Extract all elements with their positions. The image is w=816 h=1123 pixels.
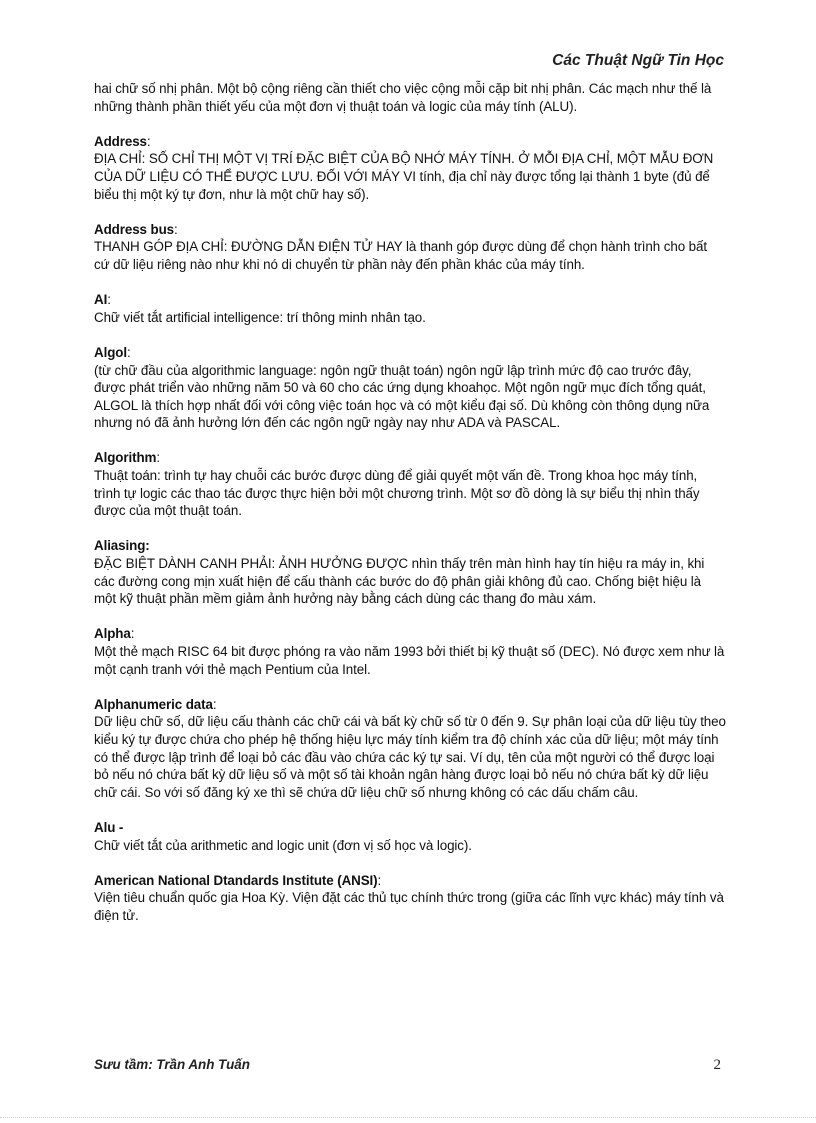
entry-term: Aliasing: <box>94 538 150 554</box>
entry-term: Address bus <box>94 221 175 237</box>
entry-term: Alphanumeric data <box>94 696 213 712</box>
entry-term: Algol <box>94 344 127 360</box>
entry-term-suffix: : <box>126 344 131 360</box>
glossary-entry <box>94 133 726 203</box>
page-number: 2 <box>713 1057 721 1073</box>
entry-term: AI <box>94 292 108 308</box>
intro-text: hai chữ số nhị phân. Một bộ cộng riêng cần thiết cho việc cộng mỗi cặp bit nhị phân. Các mạch như thế là những thành phần thiết yếu của một đơn vị thuật toán và logic của máy tính (ALU). <box>94 81 712 114</box>
entry-term-suffix: : <box>146 133 151 149</box>
entry-definition: Chữ viết tắt của arithmetic and logic unit (đơn vị số học và logic). <box>94 837 472 853</box>
page-bottom-divider <box>0 1117 816 1118</box>
entry-term: Alpha <box>94 626 131 642</box>
entry-term-suffix: : <box>212 696 217 712</box>
entry-term: Alu - <box>94 819 124 835</box>
entry-definition: ĐỊA CHỈ: SỐ CHỈ THỊ MỘT VỊ TRÍ ĐẶC BIỆT CỦA BỘ NHỚ MÁY TÍNH. Ở MỖI ĐỊA CHỈ, MỘT MẪU ĐƠN CỦA DỮ LIỆU CÓ THỂ ĐƯỢC LƯU. ĐỐI VỚI MÁY VI tính, địa chỉ này được tổng lại thành 1 byte (đủ để biểu thị một ký tự đơn, như là một chữ hay số). <box>94 151 714 202</box>
entry-definition: THANH GÓP ĐỊA CHỈ: ĐƯỜNG DẪN ĐIỆN TỬ HAY là thanh góp được dùng để chọn hành trình cho bất cứ dữ liệu riêng nào như khi nó di chuyển từ phần này đến phần khác của máy tính. <box>94 239 707 272</box>
entry-term-suffix: : <box>174 221 178 237</box>
entry-term-suffix: : <box>107 292 111 308</box>
entry-definition: Dữ liệu chữ số, dữ liệu cấu thành các chữ cái và bất kỳ chữ số từ 0 đến 9. Sự phân loại của dữ liệu tùy theo kiểu ký tự được chứa cho phép hệ thống hiệu lực máy tính kiểm tra độ chính xác của dữ liệu; một máy tính có thể được lập trình để loại bỏ các đầu vào chứa các ký tự sai. Ví dụ, tên của một người có thể được loại bỏ nếu nó chứa bất kỳ dữ liệu số và một số tài khoản ngân hàng được loại bỏ nếu nó chứa bất kỳ dữ liệu chữ cái. So với số đăng ký xe thì sẽ chứa dữ liệu chữ số nhưng không có các dấu chấm câu. <box>94 714 726 800</box>
entry-definition: Chữ viết tắt artificial intelligence: trí thông minh nhân tạo. <box>94 309 426 325</box>
entry-definition: Viện tiêu chuẩn quốc gia Hoa Kỳ. Viện đặt các thủ tục chính thức trong (giữa các lĩnh vực khác) máy tính và điện tử. <box>94 890 724 923</box>
page-header-title: Các Thuật Ngữ Tin Học <box>552 52 724 69</box>
entry-term: Address <box>94 133 147 149</box>
glossary-entry <box>94 696 726 802</box>
entry-term-suffix: : <box>130 626 135 642</box>
entry-definition: Một thẻ mạch RISC 64 bit được phóng ra vào năm 1993 bởi thiết bị kỹ thuật số (DEC). Nó được xem như là một cạnh tranh với thẻ mạch Pentium của Intel. <box>94 644 725 677</box>
glossary-content <box>94 80 726 942</box>
glossary-entry <box>94 344 726 432</box>
entry-definition: ĐẶC BIỆT DÀNH CANH PHẢI: ẢNH HƯỞNG ĐƯỢC nhìn thấy trên màn hình hay tín hiệu ra máy in, khi các đường cong mịn xuất hiện để cấu thành các bước do độ phân giải không đủ cao. Chống biệt hiệu là một kỹ thuật phần mềm giảm ảnh hưởng này bằng cách dùng các thang đo màu xám. <box>94 556 705 607</box>
entry-term: American National Dtandards Institute (ANSI) <box>94 872 378 888</box>
entry-term-suffix: : <box>377 872 382 888</box>
glossary-entry <box>94 291 726 326</box>
glossary-entry <box>94 221 726 274</box>
glossary-entry <box>94 537 726 607</box>
glossary-entry <box>94 872 726 925</box>
entry-term: Algorithm <box>94 450 157 466</box>
intro-paragraph <box>94 80 726 115</box>
glossary-entry <box>94 625 726 678</box>
glossary-entry <box>94 449 726 519</box>
glossary-entry <box>94 819 726 854</box>
footer-author: Sưu tầm: Trần Anh Tuấn <box>94 1057 250 1072</box>
entry-definition: (từ chữ đầu của algorithmic language: ngôn ngữ thuật toán) ngôn ngữ lập trình mức độ cao trước đây, được phát triển vào những năm 50 và 60 cho các ứng dụng khoahọc. Một ngôn ngữ mục đích tổng quát, ALGOL là thích hợp nhất đối với công việc toán học và có một kiểu đại số. Dù không còn thông dụng nữa nhưng nó đã ảnh hưởng lớn đến các ngôn ngữ ngày nay như ADA và PASCAL. <box>94 362 710 431</box>
entry-term-suffix: : <box>156 450 160 466</box>
entry-definition: Thuật toán: trình tự hay chuỗi các bước được dùng để giải quyết một vấn đề. Trong khoa học máy tính, trình tự logic các thao tác được thực hiện bởi một chương trình. Một sơ đồ dòng là sự biểu thị nhìn thấy được của một thuật toán. <box>94 468 700 519</box>
